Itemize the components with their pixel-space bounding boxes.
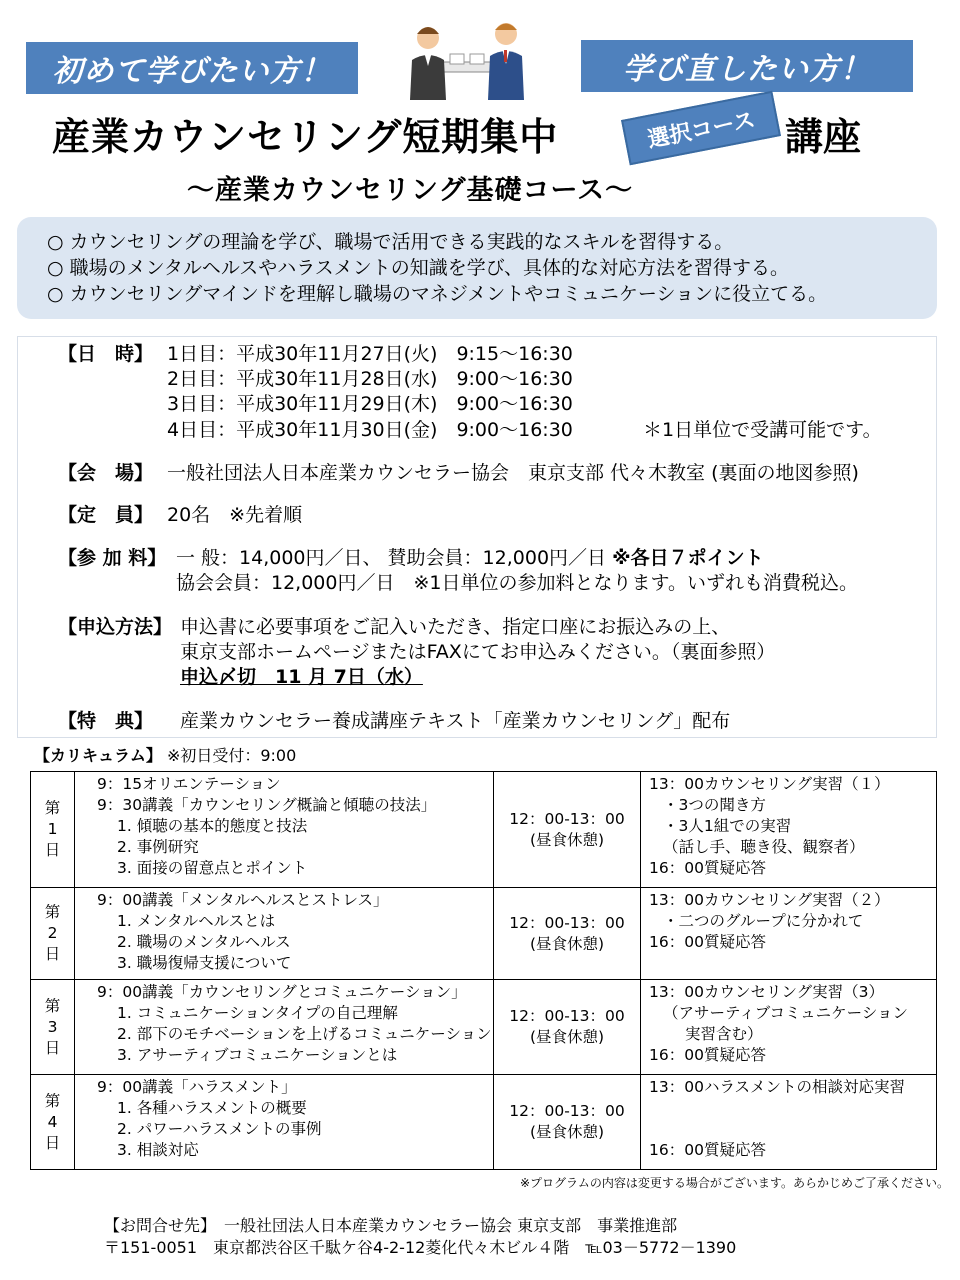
am-item: 2. 職場のメンタルヘルス — [117, 933, 291, 951]
pm-spacer — [649, 1098, 936, 1140]
am-item: 1. 各種ハラスメントの概要 — [117, 1099, 307, 1117]
schedule-line: 1日目：平成30年11月27日(火) 9:15～16:30 — [167, 343, 573, 365]
day-char: 日 — [44, 1133, 61, 1152]
am-item: 1. コミュニケーションタイプの自己理解 — [117, 1004, 398, 1022]
page-title: 産業カウンセリング短期集中 — [52, 115, 559, 159]
objectives-panel — [17, 217, 937, 319]
apply-label: 【申込方法】 — [58, 616, 173, 638]
pm-item: ・二つのグループに分かれて — [663, 912, 864, 930]
am-item: 2. パワーハラスメントの事例 — [117, 1120, 322, 1138]
banner-right: 学び直したい方！ — [581, 40, 913, 92]
pm-line: 13：00ハラスメントの相談対応実習 — [649, 1078, 905, 1096]
lunch-cell — [494, 772, 641, 888]
course-badge: 選択コース — [621, 91, 781, 166]
schedule-line: 4日目：平成30年11月30日(金) 9:00～16:30 — [167, 419, 573, 441]
lunch-cell — [494, 1075, 641, 1170]
pm-line: 13：00カウンセリング実習（3） — [649, 983, 884, 1001]
capacity-label: 【定 員】 — [58, 504, 154, 526]
table-row — [31, 772, 937, 888]
curriculum-heading: 【カリキュラム】 — [34, 746, 162, 765]
pm-cell — [641, 1075, 937, 1170]
day-char: 日 — [44, 945, 61, 963]
am-item: 1. 傾聴の基本的態度と技法 — [117, 817, 308, 835]
contact-line: 【お問合せ先】 一般社団法人日本産業カウンセラー協会 東京支部 事業推進部 — [104, 1216, 678, 1235]
objective-item: ○ 職場のメンタルヘルスやハラスメントの知識を学び、具体的な対応方法を習得する。 — [47, 257, 789, 279]
pm-sub: 実習含む） — [685, 1025, 763, 1043]
pm-end: 16：00質疑応答 — [649, 933, 766, 951]
lunch-label: (昼食休憩) — [529, 934, 605, 953]
pm-cell — [641, 980, 937, 1075]
am-item: 3. 職場復帰支援について — [117, 954, 292, 972]
am-line: 9：00講義「メンタルヘルスとストレス」 — [97, 891, 389, 909]
benefit-text: 産業カウンセラー養成講座テキスト「産業カウンセリング」配布 — [180, 710, 731, 732]
day-cell — [31, 888, 75, 980]
am-line: 9：00講義「カウンセリングとコミュニケーション」 — [97, 983, 467, 1001]
pm-line: 13：00カウンセリング実習（２） — [649, 891, 890, 909]
am-cell — [75, 980, 494, 1075]
lunch-label: (昼食休憩) — [529, 830, 605, 849]
day-char: 4 — [47, 1112, 58, 1131]
lunch-time: 12：00-13：00 — [509, 809, 625, 828]
pm-end: 16：00質疑応答 — [649, 859, 766, 877]
pm-end: 16：00質疑応答 — [649, 1046, 766, 1064]
schedule-line: 2日目：平成30年11月28日(水) 9:00～16:30 — [167, 368, 573, 390]
fee-label: 【参 加 料】 — [58, 547, 167, 569]
contact-address: 〒151-0051 東京都渋谷区千駄ケ谷4-2-12菱化代々木ビル４階 ℡03－5772－1390 — [104, 1238, 737, 1257]
benefit-label: 【特 典】 — [58, 710, 154, 732]
pm-item: ・3つの聞き方 — [663, 796, 766, 814]
day-cell — [31, 772, 75, 888]
day-char: 第 — [44, 996, 61, 1015]
am-cell — [75, 888, 494, 980]
pm-cell — [641, 772, 937, 888]
day-char: 1 — [47, 820, 58, 838]
fee-points: ※各日７ポイント — [612, 547, 764, 569]
curriculum-title — [34, 743, 296, 766]
am-item: 1. メンタルヘルスとは — [117, 912, 276, 930]
am-item: 2. 事例研究 — [117, 838, 199, 856]
day-char: 第 — [44, 903, 61, 921]
am-line: 9：00講義「ハラスメント」 — [97, 1078, 297, 1096]
fee-line-member: 協会会員：12,000円／日 ※1日単位の参加料となります。いずれも消費税込。 — [176, 572, 858, 594]
banner-left: 初めて学びたい方！ — [26, 42, 358, 94]
pm-end: 16：00質疑応答 — [649, 1141, 766, 1159]
lunch-cell — [494, 888, 641, 980]
program-note: ※プログラムの内容は変更する場合がございます。あらかじめご了承ください。 — [520, 1176, 949, 1190]
am-item: 2. 部下のモチベーションを上げるコミュニケーション — [117, 1025, 492, 1043]
venue-label: 【会 場】 — [58, 462, 154, 484]
lunch-cell — [494, 980, 641, 1075]
pm-cell — [641, 888, 937, 980]
fee-line-text: 一 般：14,000円／日、 賛助会員：12,000円／日 — [176, 547, 613, 569]
lunch-label: (昼食休憩) — [529, 1028, 605, 1046]
day-char: 第 — [44, 799, 61, 817]
objective-item: ○ カウンセリングの理論を学び、職場で活用できる実践的なスキルを習得する。 — [47, 231, 734, 253]
day-char: 日 — [44, 1038, 61, 1057]
am-item: 3. 相談対応 — [117, 1141, 199, 1159]
pm-item: ・3人1組での実習 — [663, 817, 792, 835]
table-row — [31, 1075, 937, 1170]
day-cell — [31, 980, 75, 1075]
day-char: 第 — [44, 1091, 61, 1110]
apply-line: 東京支部ホームページまたはFAXにてお申込みください。（裏面参照） — [180, 641, 776, 663]
schedule-line: 3日目：平成30年11月29日(木) 9:00～16:30 — [167, 393, 573, 415]
day-char: 2 — [47, 924, 58, 942]
fee-line — [176, 543, 764, 570]
consultation-illustration-icon — [398, 14, 538, 104]
curriculum-table — [30, 771, 937, 1170]
lunch-time: 12：00-13：00 — [509, 913, 625, 932]
schedule-note: ＊1日単位で受講可能です。 — [643, 419, 882, 441]
lunch-time: 12：00-13：00 — [509, 1007, 625, 1025]
apply-line: 申込書に必要事項をご記入いただき、指定口座にお振込みの上、 — [180, 616, 731, 638]
am-line: 9：15オリエンテーション — [97, 775, 281, 793]
am-item: 3. 面接の留意点とポイント — [117, 859, 308, 877]
pm-item: （アサーティブコミュニケーション — [663, 1004, 909, 1022]
day-cell — [31, 1075, 75, 1170]
am-cell — [75, 772, 494, 888]
page-title-suffix: 講座 — [785, 115, 862, 159]
table-row — [31, 980, 937, 1075]
table-row — [31, 888, 937, 980]
objective-item: ○ カウンセリングマインドを理解し職場のマネジメントやコミュニケーションに役立てる。 — [47, 283, 828, 305]
pm-line: 13：00カウンセリング実習（１） — [649, 775, 890, 793]
page-subtitle: ～産業カウンセリング基礎コース～ — [187, 175, 634, 206]
capacity-text: 20名 ※先着順 — [167, 504, 303, 526]
am-line: 9：30講義「カウンセリング概論と傾聴の技法」 — [97, 796, 437, 814]
pm-sub: （話し手、聴き役、観察者） — [663, 838, 865, 856]
apply-deadline: 申込〆切 11 月 7日（水） — [180, 666, 423, 688]
schedule-label: 【日 時】 — [58, 343, 154, 365]
venue-text: 一般社団法人日本産業カウンセラー協会 東京支部 代々木教室 (裏面の地図参照) — [167, 462, 859, 484]
day-char: 3 — [47, 1017, 58, 1036]
lunch-label: (昼食休憩) — [529, 1123, 605, 1141]
am-item: 3. アサーティブコミュニケーションとは — [117, 1046, 398, 1064]
lunch-time: 12：00-13：00 — [509, 1102, 625, 1120]
am-cell — [75, 1075, 494, 1170]
day-char: 日 — [44, 841, 61, 859]
curriculum-reception: ※初日受付：9:00 — [166, 746, 297, 765]
